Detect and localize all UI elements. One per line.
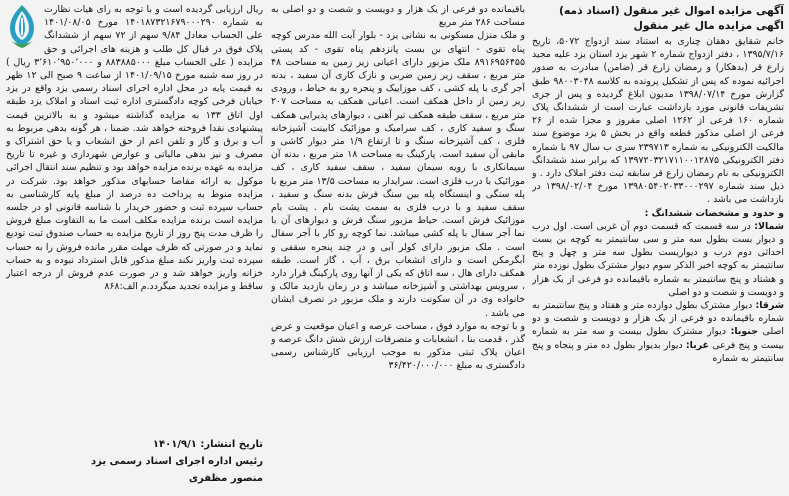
right-column: [532, 3, 784, 493]
publish-date-line: [6, 436, 263, 453]
north-boundary-label: شمالا:: [754, 220, 784, 232]
notice-subtitle: اگهی مزایده مال غیر منقول: [633, 19, 784, 32]
publish-date-label: تاریخ انتشار:: [200, 439, 263, 450]
notice-footer: [6, 436, 263, 487]
north-boundary-text: در سه قسمت که قسمت دوم آن غربی است. اول درب و دیوار بست بطول سه متر و سی سانتیمتر به کوچه بن بست احداثی دوم درب و دیواریست بطول سه متر و چهل و پنج سانتیمتر به کوچه اخیر الذکر سوم دیوار مشترک بطول نوزده متر و هشتاد و پنج سانتیمتر به شماره باقیمانده دو فرعی از یک هزار و دویست و شصت و دو اصلی: [532, 220, 784, 298]
notice-title: آگهی مزایده اموال غیر منقول (اسناد ذمه): [558, 4, 784, 17]
north-boundary: [532, 220, 784, 299]
south-boundary-text: دیوار مشترک بطول بیست و سه متر به شماره بیست و پنج فرعی: [532, 326, 784, 351]
valuation-paragraph: و با توجه به موارد فوق ، مساحت عرصه و اعیان موقعیت و عرض گذر ، قدمت بنا ، انشعابات و متصرفات ارزش شش دانگ عرصه و اعیان پلاک ثبتی مذکور به موجب ارزیابی کارشناس رسمی دادگستری به مبلغ ۳۶/۴۲۰/۰۰۰/۰۰۰: [271, 320, 525, 372]
left-column: [6, 3, 263, 433]
signer-title: رئیس اداره اجرای اسناد رسمی یزد: [91, 456, 263, 467]
west-boundary-label: غربا:: [685, 339, 709, 351]
signer-name: منصور مظفری: [188, 473, 263, 484]
south-boundary-label: جنوبا:: [730, 326, 758, 338]
other-boundaries: [532, 299, 784, 365]
intro-paragraph: خانم شقایق دهقان چناری به استناد سند ازدواج ۵۰۷۲، تاریخ ۱۳۹۵/۷/۱۶ ، دفتر ازدواج شماره ۲ شهر یزد استان یزد علیه مجید زارع قر (بدهکار) و رمضان زارع قر (ضامن) مبادرت به صدور اجرائیه نموده که پس از تشکیل پرونده به کلاسه ۹۸۰۰۳۰۴۸ طبق گزارش مورخ ۱۳۹۸/۰۷/۱۴ مدیون ابلاغ گردیده و پس از جری تشریفات قانونی مورد بازداشت عبارت است از ششدانگ پلاک شماره ۱۶۰ فرعی از ۱۲۶۲ اصلی مفروز و مجزا شده از ۲۶ فرعی از اصلی مذکور قطعه واقع در بخش ۵ یزد موضوع سند مالکیت الکترونیکی به شماره ۲۳۹۷۱۳ سری ب سال ۹۷ با شماره دفتر الکترونیکی ۱۳۹۷۲۰۳۲۱۷۱۱۰۰۱۲۸۷۵ که برابر سند ششدانگ الکترونیکی به نام رمضان زارع قر سابقه ثبت دفتر املاک دارد . و ذیل سند شماره ۱۳۹۸۰۵۴۰۲۰۳۳۰۰۰۲۹۷ مورخ ۱۳۹۸/۰۲/۰۴ در بازداشت می باشد .: [532, 36, 784, 206]
east-boundary-text: دیوار مشترک بطول دوازده متر و هفتاد و پنج سانتیمتر به شماره باقیمانده دو فرعی از یک هزار و دویست و شصت و دو اصلی: [532, 300, 784, 338]
boundaries-heading: و حدود و مشخصات ششدانگ :: [644, 207, 784, 219]
east-boundary-label: شرقا:: [755, 300, 784, 312]
west-boundary-continuation: باقیمانده دو فرعی از یک هزار و دویست و شصت و دو اصلی به مساحت ۲۸۶ متر مربع: [271, 4, 525, 29]
property-description: و ملک منزل مسکونی به نشانی یزد - بلوار آیت الله مدرس کوچه پناه تقوی - انتهای بن بست پانزدهم پناه تقوی - کد پستی ۸۹۱۶۹۵۶۴۵۵ ملک مزبور دارای اعیانی زیر زمین به مساحت ۴۸ متر مربع ، سقف زیر زمین ضربی و نازک کاری آن سفید ، بدنه آجر گری با پله کشی ، کف موزاییک و پنجره رو به حیاط ، ورودی زیر زمین از داخل همکف است. اعیانی همکف به مساحت ۲۰۷ متر مربع ، سقف طبقه همکف تیر آهنی ، دیوارهای پذیرایی همکف سنگ و سفید کاری ، کف سرامیک و موزائیک کابینت آشپزخانه فلزی ، کف آشپزخانه سنگ و تا ارتفاع ۱/۹ متر دیوار کاشی و مابقی آن سفید است. پارکینگ به مساحت ۱۸ متر مربع ، بدنه آن سیمانکاری با رویه سیمان سفید ، سقف سفید کاری ، کف موزائیک با درب فلزی است. سرایدار به مساحت ۱۳/۵ متر مربع با پله سنگی و اینستگاه پله بین سنگ فرش بدنه سنگ و سفید ، سقف سفید و با درب فلزی به سمت پشت بام . پشت بام موزائیک فرش است. حیاط مزبور سنگ فرش و دیوارهای آن با نما آجر سفال با پله کشی میباشد. نما کوچه رو کار با آجر سفال است . ملک مزبور دارای کولر آبی و در چند پنجره سقفی و آبگرمکن است و دارای انشعاب برق ، آب ، گاز است. طبقه همکف دارای هال ، سه اتاق که یکی از آنها روی پارکینگ قرار دارد ، سرویس بهداشتی و آشپزخانه میباشد و در زمان بازدید مالک و خانواده وی در آن سکونت دارند و ملک مزبور در تصرف ایشان می باشد .: [271, 30, 525, 319]
judiciary-registration-emblem-icon: [6, 3, 38, 49]
publish-date: ۱۴۰۱/۹/۱: [152, 439, 197, 450]
auction-terms: ریال ارزیابی گردیده است و با توجه به رای هیات نظارت به شماره ۱۴۰۱۸۷۳۲۱۶۷۹۰۰۰۲۹۰ مورخ ۱۴۰۱/۰۸/۰۵ علی الحساب معادل ۹/۸۴ سهم از ۷۲ سهم از ششدانگ پلاک فوق در قبال کل طلب و هزینه های اجرائی و حق مزایده ( علی الحساب مبلغ ۸۸۳۸۸۵۰۰۰ و ۳٬۶۱۰٬۹۵۰٬۰۰۰ ریال ) در روز سه شنبه مورخ ۱۴۰۱/۰۹/۱۵ از ساعت ۹ صبح الی ۱۲ ظهر به قیمت پایه در محل اداره اجرای اسناد رسمی یزد واقع در یزد خیابان فرخی کوچه دادگستری اداره ثبت اسناد و املاک یزد طبقه اول اتاق ۱۳۳ به مزایده گذاشته میشود و به بالاترین قیمت پیشنهادی نقدا فروخته خواهد شد. ضمنا ، هر گونه بدهی مربوط به آب و برق و گاز و تلفن اعم از حق انشعاب و یا حق اشتراک و مصرف و نیز بدهی مالیاتی و عوارض شهرداری و غیره تا تاریخ مزایده به عهده برنده مزایده خواهد بود و تنظیم سند انتقال اجرائی موکول به ارائه مفاصا حسابهای مذکور خواهد بود. شرکت در مزایده منوط به پرداخت ده درصد از مبلغ پایه کارشناسی به حساب سپرده ثبت و حضور خریدار با شناسه قانونی او در جلسه مزایده است برنده مزایده مکلف است ما به التفاوت مبلغ فروش را ظرف مدت پنج روز از تاریخ مزایده به حساب صندوق ثبت تودیع نماید و در صورتی که ظرف مهلت مقرر مانده فروش را به حساب سپرده ثبت واریز نکند مبلغ مذکور قابل استرداد نبوده و به حساب خزانه واریز خواهد شد و در صورت عدم فروش از درجه اعتبار ساقط و مزایده تجدید میگردد.م الف:۸۶۸: [6, 4, 263, 293]
west-boundary-text: دیوار بدیوار بطول ده متر و پنجاه و پنج سانتیمتر به شماره: [532, 339, 784, 364]
middle-column: [271, 3, 525, 493]
